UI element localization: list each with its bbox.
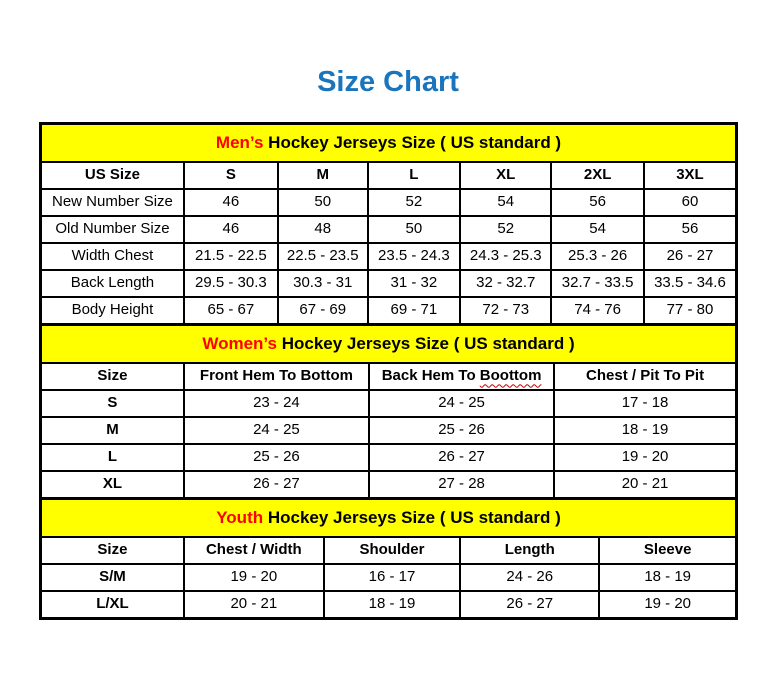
womens-size-cell: 20 - 21 xyxy=(554,471,736,499)
mens-size-cell: 32.7 - 33.5 xyxy=(551,270,644,297)
mens-table-row xyxy=(41,216,737,243)
mens-size-cell: 21.5 - 22.5 xyxy=(184,243,278,270)
youth-section-header-row xyxy=(41,499,737,538)
youth-size-cell: 26 - 27 xyxy=(460,591,599,619)
womens-size-cell: 23 - 24 xyxy=(184,390,369,417)
mens-size-cell: 32 - 32.7 xyxy=(460,270,551,297)
mens-section-header-row xyxy=(41,124,737,163)
womens-row-label: L xyxy=(41,444,184,471)
womens-size-cell: 26 - 27 xyxy=(369,444,554,471)
womens-size-cell: 18 - 19 xyxy=(554,417,736,444)
youth-size-table xyxy=(39,497,738,620)
youth-col-header: Chest / Width xyxy=(184,537,324,564)
mens-section-header xyxy=(41,124,737,163)
womens-section-header-row xyxy=(41,325,737,364)
mens-size-cell: 33.5 - 34.6 xyxy=(644,270,737,297)
youth-col-header: Length xyxy=(460,537,599,564)
mens-size-cell: 54 xyxy=(551,216,644,243)
youth-table-row xyxy=(41,591,737,619)
mens-size-cell: 25.3 - 26 xyxy=(551,243,644,270)
womens-col-header: Chest / Pit To Pit xyxy=(554,363,736,390)
mens-size-cell: 31 - 32 xyxy=(368,270,461,297)
mens-size-cell: 50 xyxy=(278,189,368,216)
mens-size-cell: 60 xyxy=(644,189,737,216)
womens-row-label: S xyxy=(41,390,184,417)
mens-size-cell: 54 xyxy=(460,189,551,216)
youth-size-cell: 19 - 20 xyxy=(599,591,736,619)
womens-column-header-row xyxy=(41,363,737,390)
womens-size-cell: 17 - 18 xyxy=(554,390,736,417)
womens-table-row xyxy=(41,471,737,499)
womens-col-header-text: Back Hem To xyxy=(381,367,480,385)
mens-size-cell: 74 - 76 xyxy=(551,297,644,325)
youth-column-header-row xyxy=(41,537,737,564)
mens-column-header-row xyxy=(41,162,737,189)
mens-row-label: Old Number Size xyxy=(41,216,184,243)
mens-row-label: Width Chest xyxy=(41,243,184,270)
womens-section-rest: Hockey Jerseys Size ( US standard ) xyxy=(276,333,575,353)
mens-size-cell: 77 - 80 xyxy=(644,297,737,325)
mens-table-row xyxy=(41,297,737,325)
womens-table-row xyxy=(41,390,737,417)
mens-size-cell: 29.5 - 30.3 xyxy=(184,270,278,297)
mens-col-header: XL xyxy=(460,162,551,189)
youth-col-header: Size xyxy=(41,537,184,564)
mens-col-header: L xyxy=(368,162,461,189)
womens-section-highlight: Women’s xyxy=(202,333,277,353)
youth-size-cell: 24 - 26 xyxy=(460,564,599,591)
youth-section-highlight: Youth xyxy=(216,507,264,527)
womens-size-cell: 24 - 25 xyxy=(369,390,554,417)
youth-table-row xyxy=(41,564,737,591)
youth-col-header: Sleeve xyxy=(599,537,736,564)
youth-size-cell: 18 - 19 xyxy=(324,591,460,619)
mens-size-cell: 48 xyxy=(278,216,368,243)
mens-size-cell: 30.3 - 31 xyxy=(278,270,368,297)
mens-size-cell: 22.5 - 23.5 xyxy=(278,243,368,270)
mens-section-highlight: Men’s xyxy=(215,132,264,152)
mens-size-cell: 26 - 27 xyxy=(644,243,737,270)
mens-col-header: M xyxy=(278,162,368,189)
youth-size-cell: 18 - 19 xyxy=(599,564,736,591)
size-tables-container xyxy=(39,122,738,620)
mens-size-cell: 65 - 67 xyxy=(184,297,278,325)
mens-size-cell: 72 - 73 xyxy=(460,297,551,325)
mens-size-cell: 52 xyxy=(460,216,551,243)
mens-size-cell: 46 xyxy=(184,189,278,216)
youth-size-cell: 19 - 20 xyxy=(184,564,324,591)
womens-row-label: M xyxy=(41,417,184,444)
womens-table-row xyxy=(41,444,737,471)
mens-row-label: Body Height xyxy=(41,297,184,325)
youth-row-label: S/M xyxy=(41,564,184,591)
mens-size-cell: 67 - 69 xyxy=(278,297,368,325)
womens-size-table xyxy=(39,323,738,500)
mens-table-row xyxy=(41,243,737,270)
mens-col-header: S xyxy=(184,162,278,189)
womens-misspelled-word: Boottom xyxy=(479,367,542,385)
mens-size-cell: 69 - 71 xyxy=(368,297,461,325)
womens-section-header xyxy=(41,325,737,364)
mens-table-row xyxy=(41,270,737,297)
mens-size-table xyxy=(39,122,738,326)
youth-section-header xyxy=(41,499,737,538)
mens-table-row xyxy=(41,189,737,216)
womens-col-header xyxy=(369,363,554,390)
youth-row-label: L/XL xyxy=(41,591,184,619)
womens-size-cell: 26 - 27 xyxy=(184,471,369,499)
womens-row-label: XL xyxy=(41,471,184,499)
mens-size-cell: 56 xyxy=(551,189,644,216)
mens-size-cell: 23.5 - 24.3 xyxy=(368,243,461,270)
womens-col-header: Size xyxy=(41,363,184,390)
mens-size-cell: 52 xyxy=(368,189,461,216)
mens-size-cell: 50 xyxy=(368,216,461,243)
mens-col-header: US Size xyxy=(41,162,184,189)
womens-table-row xyxy=(41,417,737,444)
mens-size-cell: 56 xyxy=(644,216,737,243)
youth-size-cell: 16 - 17 xyxy=(324,564,460,591)
youth-section-rest: Hockey Jerseys Size ( US standard ) xyxy=(263,507,561,527)
mens-section-rest: Hockey Jerseys Size ( US standard ) xyxy=(263,132,562,152)
page-title: Size Chart xyxy=(317,66,459,98)
mens-size-cell: 24.3 - 25.3 xyxy=(460,243,551,270)
womens-size-cell: 19 - 20 xyxy=(554,444,736,471)
womens-size-cell: 25 - 26 xyxy=(369,417,554,444)
mens-row-label: Back Length xyxy=(41,270,184,297)
mens-row-label: New Number Size xyxy=(41,189,184,216)
youth-size-cell: 20 - 21 xyxy=(184,591,324,619)
youth-col-header: Shoulder xyxy=(324,537,460,564)
womens-size-cell: 27 - 28 xyxy=(369,471,554,499)
mens-col-header: 3XL xyxy=(644,162,737,189)
mens-col-header: 2XL xyxy=(551,162,644,189)
mens-size-cell: 46 xyxy=(184,216,278,243)
womens-size-cell: 24 - 25 xyxy=(184,417,369,444)
womens-col-header: Front Hem To Bottom xyxy=(184,363,369,390)
womens-size-cell: 25 - 26 xyxy=(184,444,369,471)
